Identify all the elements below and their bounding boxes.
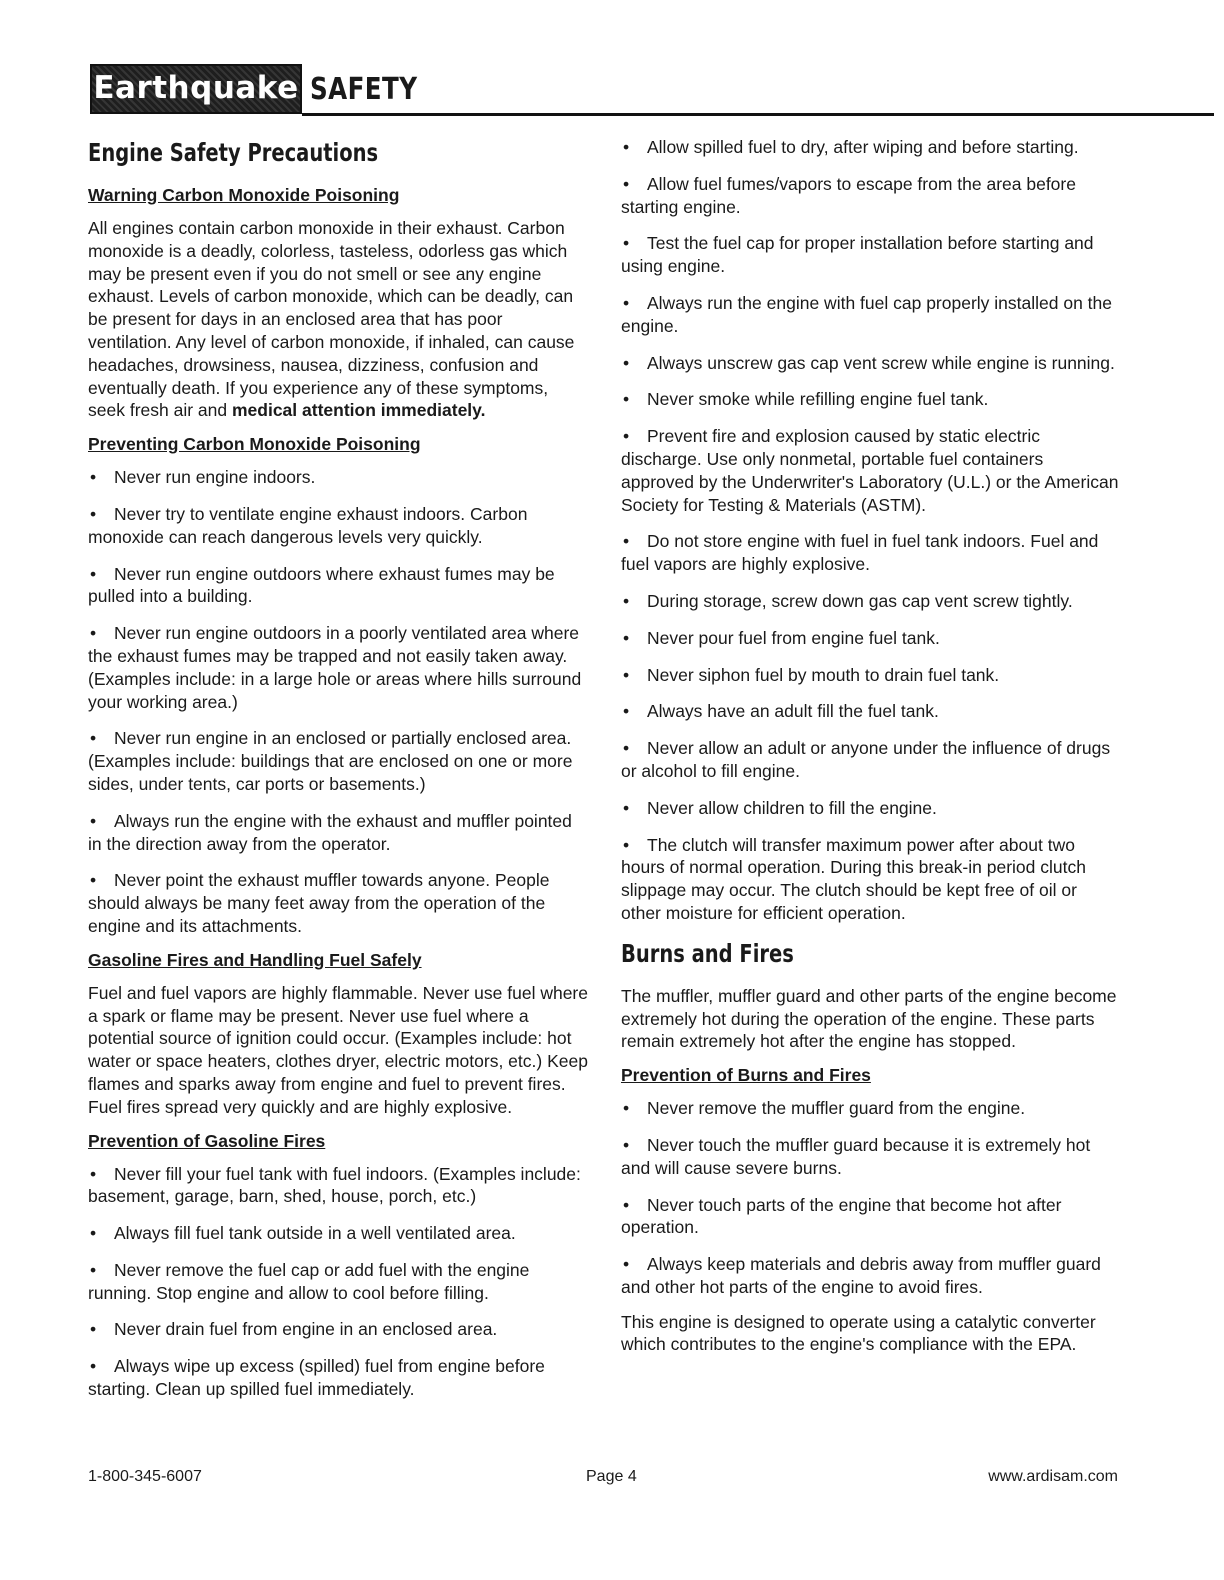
- list-item: • Always have an adult fill the fuel tank.: [621, 700, 1121, 723]
- list-item: • Never run engine in an enclosed or partially enclosed area. (Examples include: buildings that are enclosed on one or more sides, under tents, car ports or basements.): [88, 727, 588, 795]
- footer-website: www.ardisam.com: [988, 1468, 1118, 1485]
- footer-page-number: Page 4: [586, 1468, 637, 1485]
- list-item: • During storage, screw down gas cap vent screw tightly.: [621, 590, 1121, 613]
- list-item: • Never point the exhaust muffler towards anyone. People should always be many feet away from the operation of the engine and its attachments.: [88, 869, 588, 937]
- catalytic-converter-note: This engine is designed to operate using a catalytic converter which contributes to the engine's compliance with the EPA.: [621, 1311, 1096, 1355]
- left-column: [88, 136, 588, 1401]
- list-item: • Always wipe up excess (spilled) fuel from engine before starting. Clean up spilled fuel immediately.: [88, 1355, 588, 1401]
- page-footer: [88, 1466, 1118, 1490]
- co-warning-text: [88, 217, 588, 422]
- header-divider: [302, 113, 1214, 116]
- list-item: • Do not store engine with fuel in fuel tank indoors. Fuel and fuel vapors are highly explosive.: [621, 530, 1121, 576]
- heading-co-warning: Warning Carbon Monoxide Poisoning: [88, 185, 400, 205]
- list-item: • Never run engine outdoors where exhaust fumes may be pulled into a building.: [88, 563, 588, 609]
- list-item: • Always run the engine with fuel cap properly installed on the engine.: [621, 292, 1121, 338]
- list-item: • Allow fuel fumes/vapors to escape from the area before starting engine.: [621, 173, 1121, 219]
- heading-fuel-handling: Gasoline Fires and Handling Fuel Safely: [88, 949, 422, 970]
- list-item: • Never remove the muffler guard from the engine.: [621, 1097, 1121, 1120]
- heading-burn-prevention: Prevention of Burns and Fires: [621, 1065, 871, 1086]
- co-warning-body: All engines contain carbon monoxide in their exhaust. Carbon monoxide is a deadly, colorless, tasteless, odorless gas which may be present even if you do not smell or see any engine exhaust. Levels of carbon monoxide, which can be deadly, can be present for days in an enclosed area that has poor ventilation. Any level of carbon monoxide, if inhaled, can cause headaches, drowsiness, nausea, dizziness, confusion and eventually death. If you experience any of these symptoms, seek fresh air and: [88, 218, 575, 421]
- fuel-safety-list: [621, 136, 1121, 925]
- list-item: • Never allow children to fill the engine.: [621, 797, 1121, 820]
- list-item: • Never run engine outdoors in a poorly ventilated area where the exhaust fumes may be trapped and not easily taken away. (Examples include: in a large hole or areas where hills surround your working area.): [88, 622, 588, 713]
- list-item: • Always fill fuel tank outside in a well ventilated area.: [88, 1222, 588, 1245]
- earthquake-logo: Earthquake: [90, 64, 302, 114]
- right-column: [621, 136, 1121, 1367]
- list-item: • Allow spilled fuel to dry, after wiping and before starting.: [621, 136, 1121, 159]
- list-item: • Test the fuel cap for proper installation before starting and using engine.: [621, 232, 1121, 278]
- list-item: • Never touch parts of the engine that become hot after operation.: [621, 1194, 1121, 1240]
- list-item: • Never pour fuel from engine fuel tank.: [621, 627, 1121, 650]
- burn-prevention-list: [621, 1097, 1121, 1299]
- burns-text: The muffler, muffler guard and other parts of the engine become extremely hot during the operation of the engine. These parts remain extremely hot after the engine has stopped.: [621, 985, 1117, 1052]
- list-item: • Never drain fuel from engine in an enclosed area.: [88, 1318, 588, 1341]
- fuel-handling-text: Fuel and fuel vapors are highly flammable. Never use fuel where a spark or flame may be present. Never use fuel where a potential source of ignition could occur. (Examples include: hot water or space heaters, clothes dryer, electric motors, etc.) Keep flames and sparks away from engine and fuel to prevent fires. Fuel fires spread very quickly and are highly explosive.: [88, 982, 588, 1117]
- list-item: • Never allow an adult or anyone under the influence of drugs or alcohol to fill engine.: [621, 737, 1121, 783]
- co-warning-emphasis: medical attention immediately.: [231, 400, 486, 421]
- fire-prevention-list: [88, 1163, 588, 1401]
- list-item: • Always keep materials and debris away from muffler guard and other hot parts of the engine to avoid fires.: [621, 1253, 1121, 1299]
- list-item: • Never fill your fuel tank with fuel indoors. (Examples include: basement, garage, barn, shed, house, porch, etc.): [88, 1163, 588, 1209]
- heading-fire-prevention: Prevention of Gasoline Fires: [88, 1130, 326, 1151]
- list-item: • Never siphon fuel by mouth to drain fuel tank.: [621, 664, 1121, 687]
- list-item: • Always unscrew gas cap vent screw while engine is running.: [621, 352, 1121, 375]
- list-item: • Never remove the fuel cap or add fuel with the engine running. Stop engine and allow to cool before filling.: [88, 1259, 588, 1305]
- section-title-burns: Burns and Fires: [621, 938, 794, 968]
- footer-phone: 1-800-345-6007: [88, 1468, 202, 1485]
- list-item: • Never smoke while refilling engine fuel tank.: [621, 388, 1121, 411]
- page-header: [88, 58, 1128, 122]
- list-item: • The clutch will transfer maximum power after about two hours of normal operation. During this break-in period clutch slippage may occur. The clutch should be kept free of oil or other moisture for efficient operation.: [621, 834, 1121, 925]
- list-item: • Never touch the muffler guard because it is extremely hot and will cause severe burns.: [621, 1134, 1121, 1180]
- list-item: • Never run engine indoors.: [88, 466, 588, 489]
- co-prevention-list: [88, 466, 588, 938]
- list-item: • Never try to ventilate engine exhaust indoors. Carbon monoxide can reach dangerous levels very quickly.: [88, 503, 588, 549]
- list-item: • Always run the engine with the exhaust and muffler pointed in the direction away from the operator.: [88, 810, 588, 856]
- heading-co-prevention: Preventing Carbon Monoxide Poisoning: [88, 434, 421, 455]
- list-item: • Prevent fire and explosion caused by static electric discharge. Use only nonmetal, portable fuel containers approved by the Underwriter's Laboratory (U.L.) or the American Society for Testing & Materials (ASTM).: [621, 425, 1121, 516]
- section-title-engine-safety: Engine Safety Precautions: [88, 138, 379, 167]
- page-title: SAFETY: [310, 72, 418, 107]
